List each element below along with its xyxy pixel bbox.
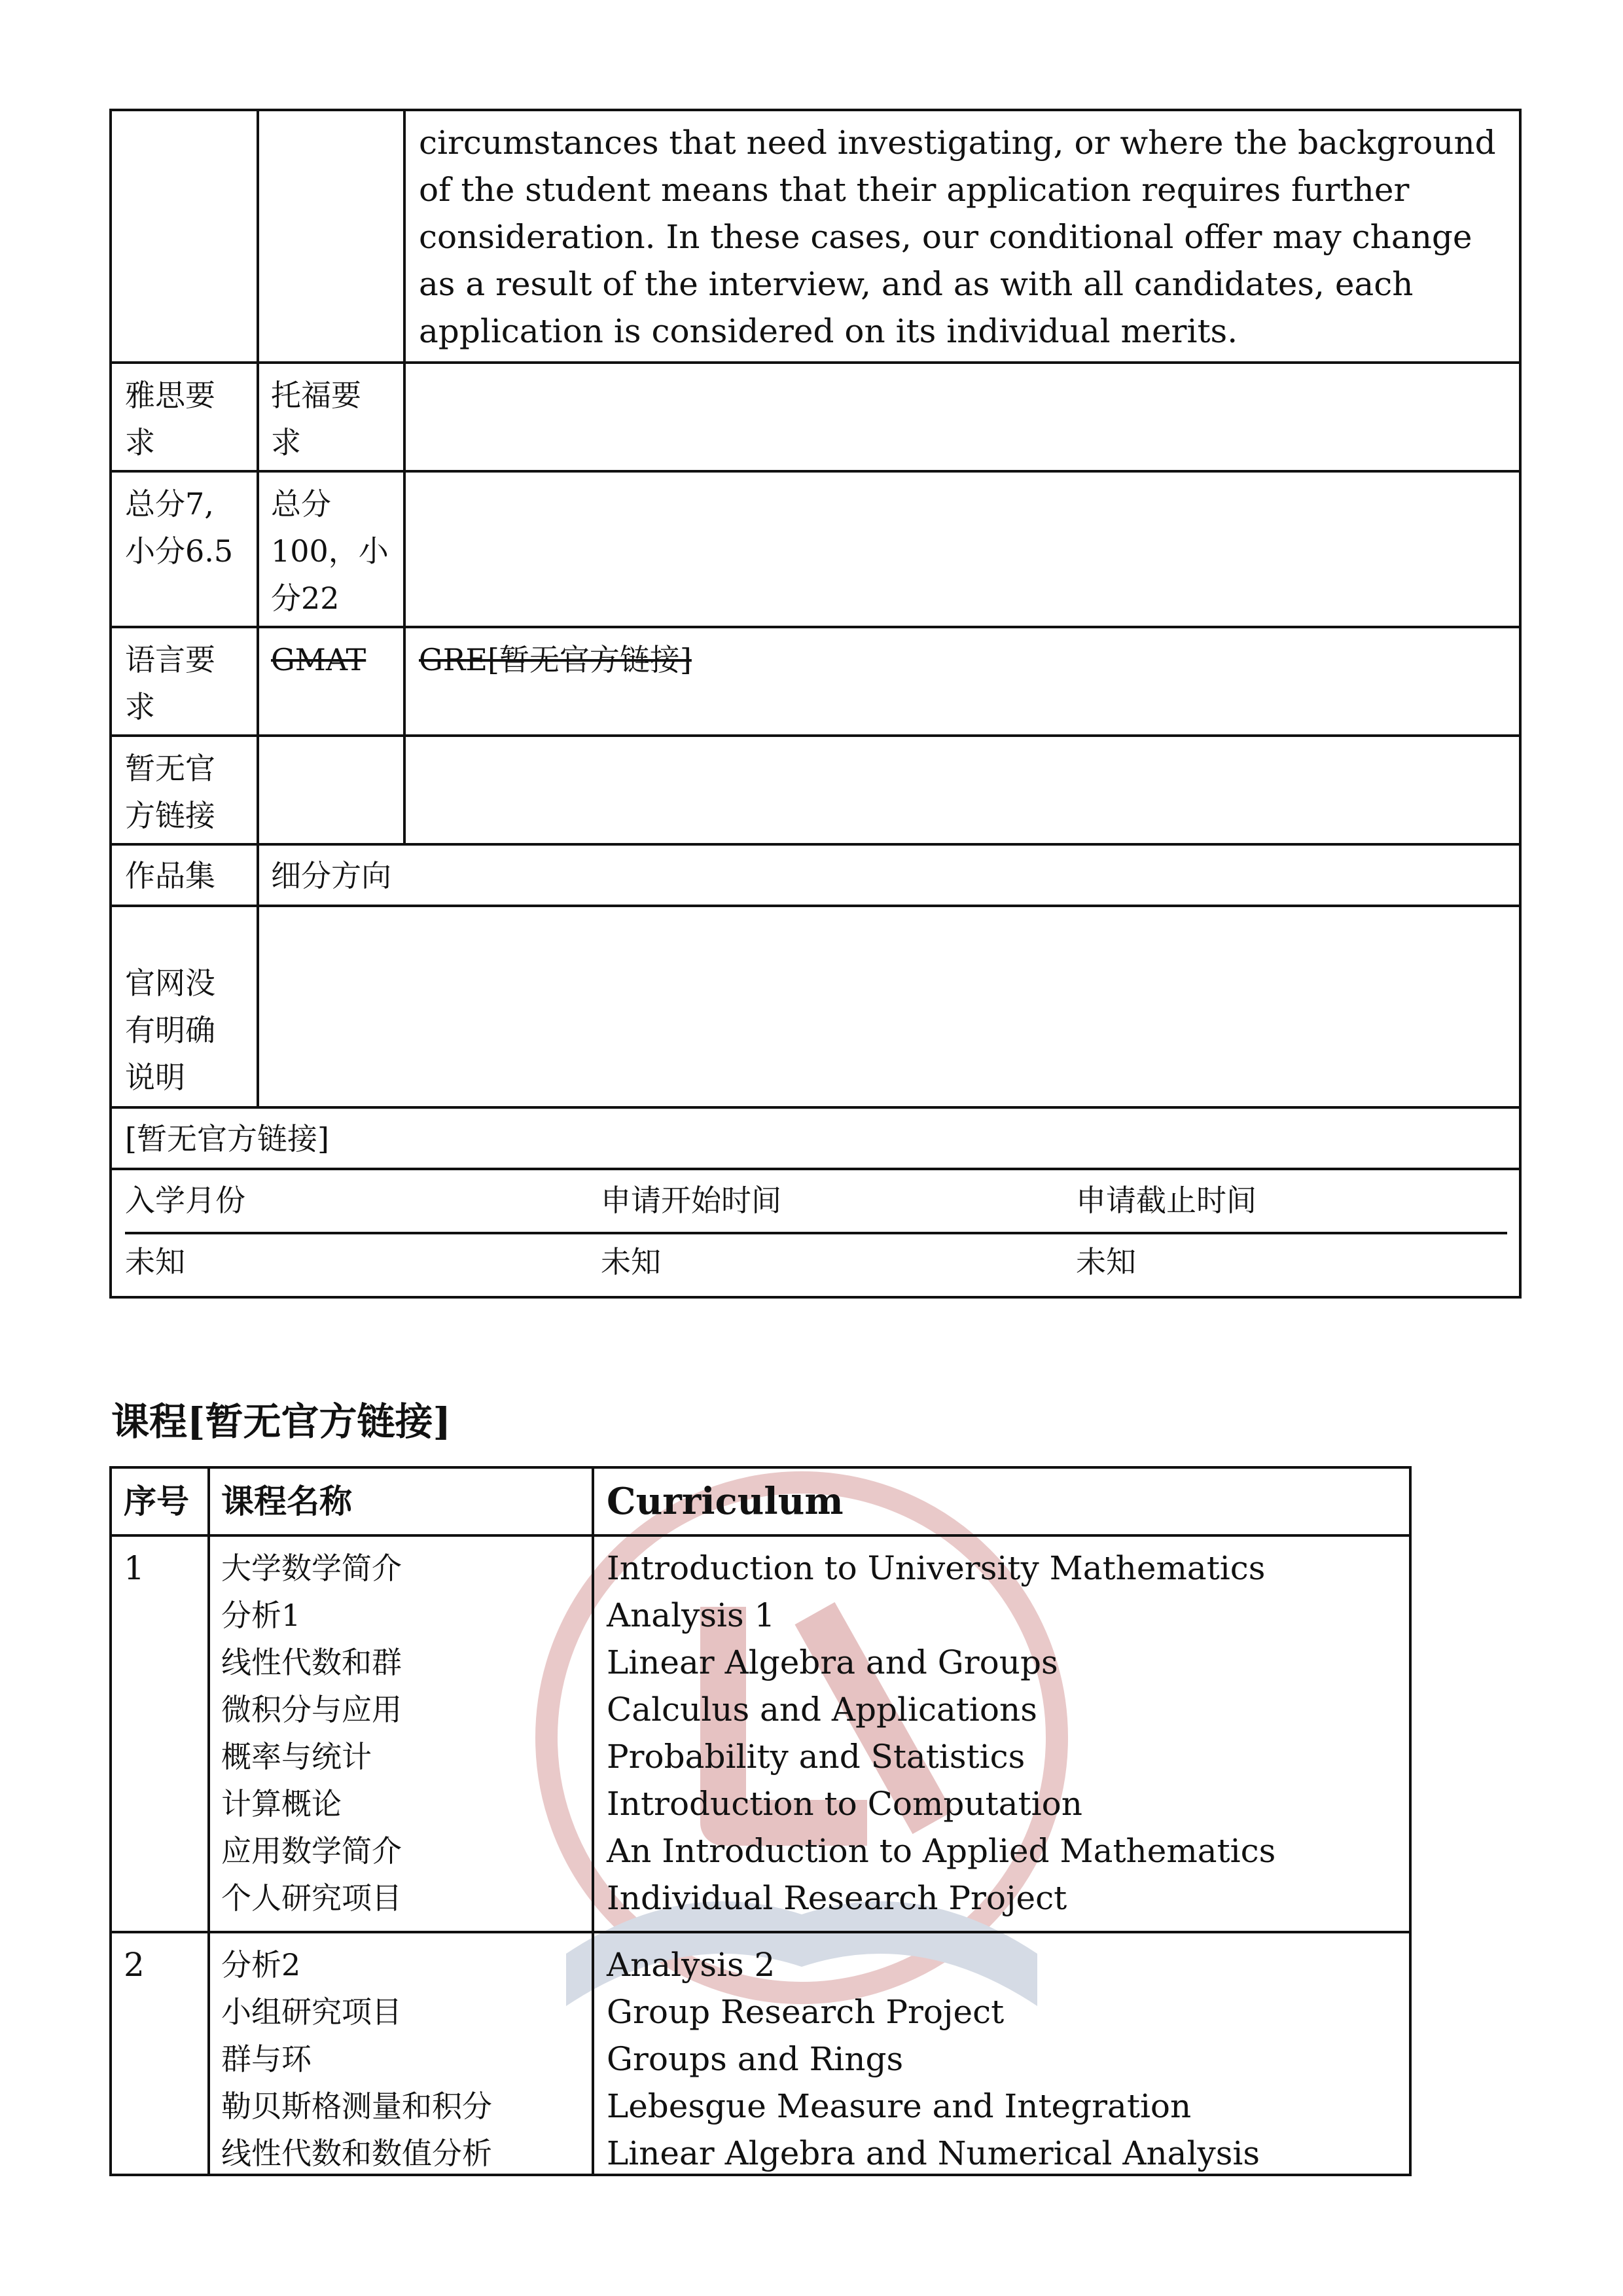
table-row bbox=[112, 737, 1519, 846]
sub-direction-label: 细分方向 bbox=[271, 858, 391, 893]
admission-requirements-table bbox=[109, 109, 1522, 1299]
year-1-seq: 1 bbox=[124, 1549, 145, 1587]
application-deadline-value: 未知 bbox=[1076, 1244, 1136, 1280]
ielts-score: 总分7,小分6.5 bbox=[125, 486, 234, 569]
application-start-label: 申请开始时间 bbox=[601, 1183, 781, 1218]
year-2-seq: 2 bbox=[124, 1946, 145, 1984]
table-row bbox=[112, 846, 1519, 907]
dates-section bbox=[112, 1170, 1519, 1299]
intake-month-value: 未知 bbox=[125, 1244, 185, 1280]
table-row bbox=[112, 1537, 1409, 1933]
table-row bbox=[112, 1933, 1409, 2174]
table-row bbox=[112, 628, 1519, 737]
curriculum-heading: 课程[暂无官方链接] bbox=[111, 1399, 451, 1444]
language-label: 语言要求 bbox=[125, 642, 215, 725]
year-2-courses-cn: 分析2 小组研究项目 群与环 勒贝斯格测量和积分 线性代数和数值分析 bbox=[221, 1947, 492, 2171]
continuation-text: circumstances that need investigating, or where the background of the student means that their application requires further consideration. In these cases, our conditional offer may change as a result of the interview, and as with all candidates, each application is considered on its individual merits. bbox=[419, 124, 1496, 350]
header-seq: 序号 bbox=[124, 1482, 189, 1520]
header-curriculum: Curriculum bbox=[607, 1480, 844, 1523]
toefl-label: 托福要求 bbox=[271, 378, 361, 460]
no-link-note: 暂无官方链接 bbox=[125, 751, 215, 833]
not-specified-note: 官网没有明确说明 bbox=[125, 965, 215, 1095]
gmat-label: GMAT bbox=[271, 642, 366, 677]
portfolio-label: 作品集 bbox=[125, 858, 215, 893]
year-1-courses-en: Introduction to University Mathematics Analysis 1 Linear Algebra and Groups Calculus and Applications Probability and Statistics Introduction to Computation An Introduction to Applied Mathematics Individual Research Project bbox=[607, 1549, 1276, 1917]
table-row bbox=[112, 111, 1519, 364]
table-row bbox=[112, 364, 1519, 473]
year-2-courses-en: Analysis 2 Group Research Project Groups and Rings Lebesgue Measure and Integration Linear Algebra and Numerical Analysis bbox=[607, 1946, 1260, 2172]
gre-link[interactable]: GRE[暂无官方链接] bbox=[419, 642, 692, 677]
application-start-value: 未知 bbox=[601, 1244, 661, 1280]
application-deadline-label: 申请截止时间 bbox=[1076, 1183, 1257, 1218]
table-header-row bbox=[112, 1469, 1409, 1537]
year-1-courses-cn: 大学数学简介 分析1 线性代数和群 微积分与应用 概率与统计 计算概论 应用数学简介 个人研究项目 bbox=[221, 1551, 402, 1916]
curriculum-table bbox=[109, 1466, 1412, 2176]
header-course-name: 课程名称 bbox=[221, 1482, 352, 1520]
table-row bbox=[112, 1109, 1519, 1170]
divider bbox=[125, 1232, 1507, 1234]
table-row bbox=[112, 473, 1519, 628]
table-row bbox=[112, 907, 1519, 1109]
intake-month-label: 入学月份 bbox=[125, 1183, 245, 1218]
toefl-score: 总分100，小分22 bbox=[271, 486, 389, 616]
ielts-label: 雅思要求 bbox=[125, 378, 215, 460]
no-link-bracket: [暂无官方链接] bbox=[125, 1121, 329, 1157]
